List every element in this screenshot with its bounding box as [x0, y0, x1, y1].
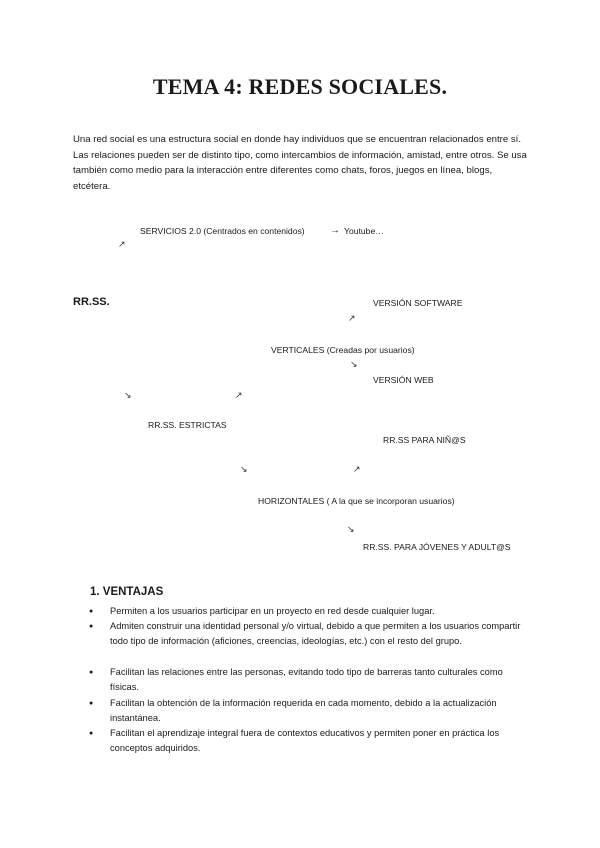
arrow-up-right-icon: ↗ [348, 313, 356, 323]
list-item-text: Facilitan las relaciones entre las personas, evitando todo tipo de barreras tanto culturales como físicas. [110, 667, 503, 693]
verticales-label: VERTICALES (Creadas por usuarios) [271, 345, 415, 355]
servicios-label: SERVICIOS 2.0 (Centrados en contenidos) [140, 226, 305, 236]
arrow-up-right-icon: ↗ [235, 390, 243, 400]
bullet-icon: ● [89, 730, 94, 737]
bullet-icon: ● [89, 623, 94, 630]
page-title: TEMA 4: REDES SOCIALES. [152, 74, 448, 99]
servicios-arrow-icon: → [330, 225, 340, 236]
version-web-label: VERSIÓN WEB [373, 375, 434, 385]
bullet-icon: ● [89, 608, 94, 615]
arrow-up-right-icon: ↗ [353, 464, 361, 474]
bullet-icon: ● [89, 669, 94, 676]
version-software-label: VERSIÓN SOFTWARE [373, 298, 463, 308]
horizontales-label: HORIZONTALES ( A la que se incorporan usuarios) [258, 496, 455, 506]
arrow-up-right-icon: ↗ [118, 239, 126, 249]
section-heading: 1. VENTAJAS [90, 586, 164, 598]
list-item-text: Admiten construir una identidad personal y/o virtual, debido a que permiten a los usuarios compartir todo tipo de información (aficiones, creencias, ideologías, etc.) con el resto del grupo. [110, 621, 521, 647]
arrow-down-right-icon: ↘ [350, 359, 358, 369]
youtube-label: Youtube… [344, 226, 384, 236]
arrow-down-right-icon: ↘ [240, 464, 248, 474]
bullet-icon: ● [89, 700, 94, 707]
list-item-text: Facilitan la obtención de la información requerida en cada momento, debido a la actualización instantánea. [110, 698, 497, 724]
estrictas-label: RR.SS. ESTRICTAS [148, 420, 227, 430]
intro-paragraph: Una red social es una estructura social en donde hay individuos que se encuentran relacionados entre sí. Las relaciones pueden ser de distinto tipo, como intercambios de información, amistad, entre otros. Se usa también como medio para la interacción entre diferentes como chats, foros, juegos en línea, blogs, etcétera. [73, 134, 527, 192]
arrow-down-right-icon: ↘ [124, 390, 132, 400]
ninos-label: RR.SS PARA NIÑ@S [383, 435, 466, 445]
jovenes-label: RR.SS. PARA JÓVENES Y ADULT@S [363, 542, 511, 552]
diagram-root-label: RR.SS. [73, 296, 110, 308]
list-item-text: Facilitan el aprendizaje integral fuera de contextos educativos y permiten poner en práctica los conceptos adquiridos. [110, 728, 500, 754]
arrow-down-right-icon: ↘ [347, 524, 355, 534]
list-item-text: Permiten a los usuarios participar en un proyecto en red desde cualquier lugar. [110, 606, 435, 616]
